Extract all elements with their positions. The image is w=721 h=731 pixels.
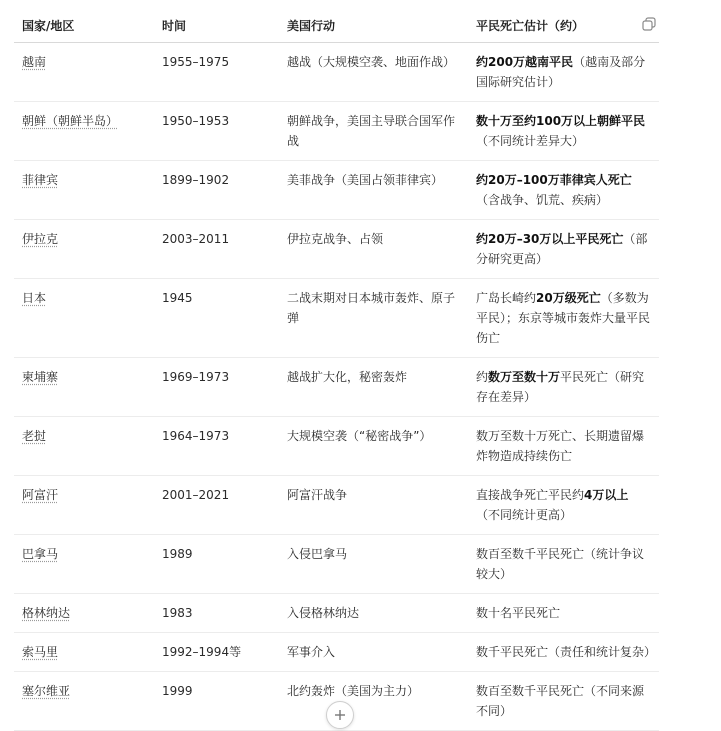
cell-period: 1983 — [154, 594, 279, 633]
estimate-text: （不同统计更高） — [476, 508, 573, 522]
estimate-text: （不同统计差异大） — [476, 134, 585, 148]
country-link[interactable]: 伊拉克 — [22, 232, 59, 246]
table-row — [14, 161, 659, 220]
column-header-estimate — [468, 0, 659, 43]
cell-action: 大规模空袭（“秘密战争”） — [279, 417, 468, 476]
table-row — [14, 417, 659, 476]
cell-period: 1955–1975 — [154, 43, 279, 102]
cell-country — [14, 161, 154, 220]
column-header-label: 时间 — [162, 19, 187, 33]
estimate-text: 数千平民死亡（责任和统计复杂） — [476, 645, 657, 659]
estimate-emphasis: 4万以上 — [584, 488, 629, 502]
estimate-text: 数万至数十万死亡、长期遗留爆炸物造成持续伤亡 — [476, 429, 645, 463]
cell-country — [14, 102, 154, 161]
cell-period: 1989 — [154, 535, 279, 594]
estimate-emphasis: 约20万–30万以上平民死亡 — [476, 232, 624, 246]
cell-estimate — [468, 476, 659, 535]
country-link[interactable]: 柬埔寨 — [22, 370, 59, 384]
cell-period: 1999 — [154, 672, 279, 731]
column-header-label: 平民死亡估计（约） — [476, 19, 585, 33]
cell-action: 北约轰炸（美国为主力） — [279, 672, 468, 731]
estimate-text: 数百至数千平民死亡（统计争议较大） — [476, 547, 645, 581]
cell-estimate — [468, 633, 659, 672]
cell-estimate — [468, 220, 659, 279]
table-body — [14, 43, 659, 731]
cell-action: 美菲战争（美国占领菲律宾） — [279, 161, 468, 220]
cell-estimate — [468, 672, 659, 731]
estimate-text: 数百至数千平民死亡（不同来源不同） — [476, 684, 645, 718]
cell-period: 2003–2011 — [154, 220, 279, 279]
estimate-emphasis: 约20万–100万菲律宾人死亡 — [476, 173, 632, 187]
cell-action: 伊拉克战争、占领 — [279, 220, 468, 279]
cell-country — [14, 535, 154, 594]
data-table — [14, 0, 659, 731]
estimate-text: （越南及部分国际研究估计） — [476, 55, 646, 89]
estimate-text: （多数为平民）；东京等城市轰炸大量平民伤亡 — [476, 291, 651, 345]
table-header — [14, 0, 659, 43]
country-link[interactable]: 阿富汗 — [22, 488, 59, 502]
country-link[interactable]: 巴拿马 — [22, 547, 59, 561]
cell-country — [14, 220, 154, 279]
country-link[interactable]: 越南 — [22, 55, 47, 69]
estimate-text: 约 — [476, 370, 489, 384]
cell-country — [14, 43, 154, 102]
cell-country — [14, 633, 154, 672]
table-row — [14, 102, 659, 161]
country-link[interactable]: 菲律宾 — [22, 173, 59, 187]
cell-country — [14, 279, 154, 358]
estimate-text: （部分研究更高） — [476, 232, 648, 266]
cell-period: 2001–2021 — [154, 476, 279, 535]
table-row — [14, 476, 659, 535]
cell-estimate — [468, 279, 659, 358]
cell-period: 1992–1994等 — [154, 633, 279, 672]
cell-estimate — [468, 43, 659, 102]
table-row — [14, 358, 659, 417]
cell-action: 二战末期对日本城市轰炸、原子弹 — [279, 279, 468, 358]
cell-period: 1950–1953 — [154, 102, 279, 161]
cell-estimate — [468, 594, 659, 633]
data-table-container — [14, 0, 659, 731]
country-link[interactable]: 老挝 — [22, 429, 47, 443]
estimate-text: 平民死亡（研究存在差异） — [476, 370, 645, 404]
cell-action: 阿富汗战争 — [279, 476, 468, 535]
cell-country — [14, 417, 154, 476]
cell-estimate — [468, 417, 659, 476]
cell-action: 军事介入 — [279, 633, 468, 672]
estimate-text: 广岛长崎约 — [476, 291, 537, 305]
country-link[interactable]: 朝鲜（朝鲜半岛） — [22, 114, 119, 128]
table-row — [14, 633, 659, 672]
cell-country — [14, 672, 154, 731]
table-header-row — [14, 0, 659, 43]
cell-period: 1969–1973 — [154, 358, 279, 417]
estimate-emphasis: 数十万至约100万以上朝鲜平民 — [476, 114, 646, 128]
country-link[interactable]: 索马里 — [22, 645, 59, 659]
cell-action: 越战扩大化，秘密轰炸 — [279, 358, 468, 417]
table-row — [14, 220, 659, 279]
cell-action: 入侵巴拿马 — [279, 535, 468, 594]
cell-period: 1964–1973 — [154, 417, 279, 476]
country-link[interactable]: 塞尔维亚 — [22, 684, 71, 698]
table-row — [14, 43, 659, 102]
cell-country — [14, 594, 154, 633]
cell-period: 1945 — [154, 279, 279, 358]
estimate-emphasis: 约200万越南平民 — [476, 55, 574, 69]
estimate-emphasis: 数万至数十万 — [488, 370, 561, 384]
country-link[interactable]: 日本 — [22, 291, 47, 305]
column-header-action — [279, 0, 468, 43]
column-header-label: 国家/地区 — [22, 19, 75, 33]
table-row — [14, 279, 659, 358]
cell-action: 入侵格林纳达 — [279, 594, 468, 633]
estimate-text: 直接战争死亡平民约 — [476, 488, 585, 502]
cell-action: 朝鲜战争，美国主导联合国军作战 — [279, 102, 468, 161]
table-row — [14, 535, 659, 594]
table-row — [14, 594, 659, 633]
estimate-text: 数十名平民死亡 — [476, 606, 561, 620]
column-header-period — [154, 0, 279, 43]
cell-estimate — [468, 535, 659, 594]
add-button[interactable] — [326, 701, 354, 729]
cell-estimate — [468, 358, 659, 417]
column-header-label: 美国行动 — [287, 19, 336, 33]
estimate-emphasis: 20万级死亡 — [536, 291, 601, 305]
country-link[interactable]: 格林纳达 — [22, 606, 71, 620]
column-header-country — [14, 0, 154, 43]
estimate-text: （含战争、饥荒、疾病） — [476, 193, 609, 207]
cell-country — [14, 358, 154, 417]
cell-period: 1899–1902 — [154, 161, 279, 220]
cell-estimate — [468, 161, 659, 220]
cell-estimate — [468, 102, 659, 161]
copy-icon[interactable] — [641, 16, 657, 32]
cell-country — [14, 476, 154, 535]
cell-action: 越战（大规模空袭、地面作战） — [279, 43, 468, 102]
